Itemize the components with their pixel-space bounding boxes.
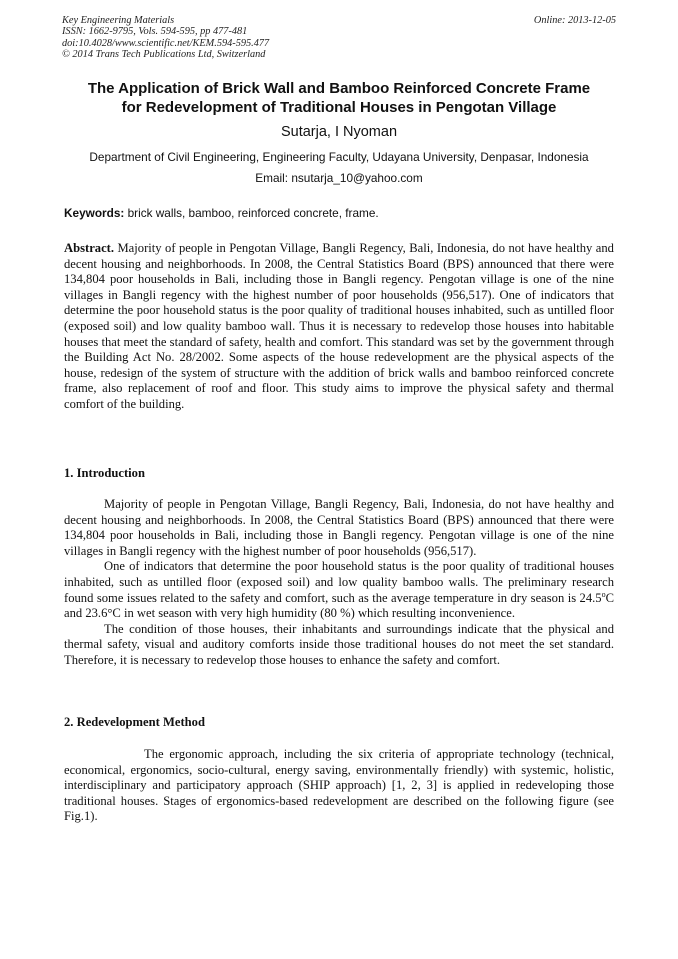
degree-superscript: o	[601, 589, 606, 599]
introduction-body	[64, 497, 614, 669]
keywords-label: Keywords:	[64, 206, 125, 220]
issn-line: ISSN: 1662-9795, Vols. 594-595, pp 477-481	[62, 26, 248, 38]
journal-header	[62, 15, 269, 61]
abstract	[64, 241, 614, 413]
paper-title	[40, 80, 638, 117]
intro-paragraph-2	[64, 559, 614, 621]
doi-line: doi:10.4028/www.scientific.net/KEM.594-595.477	[62, 37, 270, 49]
online-date: Online: 2013-12-05	[533, 15, 616, 26]
abstract-text: Majority of people in Pengotan Village, Bangli Regency, Bali, Indonesia, do not have healthy and decent housing and neighborhoods. In 2008, the Central Statistics Board (BPS) announced that there were 134,804 poor households in Bali, including those in Bangli regency. Pengotan village is one of the nine villages in Bangli regency with the highest number of poor households (956,517). One of indicators that determine the poor household status is the poor quality of traditional houses inhabited, such as untilled floor (exposed soil) and low quality bamboo wall. Thus it is necessary to redevelop those houses into habitable houses that meet the standard of safety, health and comfort. This standard was set by the government through the Building Act No. 28/2002. Some aspects of the house redevelopment are the physical aspects of the house, redesign of the system of structure with the addition of brick walls and bamboo reinforced concrete frame, also replacement of roof and floor. This study aims to improve the physical safety and thermal comfort of the building.	[64, 241, 614, 411]
copyright-line: © 2014 Trans Tech Publications Ltd, Switzerland	[62, 49, 266, 61]
intro-p2-text-b: C and 23.6°C in wet season with very high humidity (80 %) which resulting inconvenience.	[64, 590, 614, 621]
author: Sutarja, I Nyoman	[280, 124, 398, 140]
intro-paragraph-1: Majority of people in Pengotan Village, Bangli Regency, Bali, Indonesia, do not have healthy and decent housing and neighborhoods. In 2008, the Central Statistics Board (BPS) announced that there were 134,804 poor households in Bali, including those in Bangli regency. Pengotan village is one of the nine villages in Bangli regency with the highest number of poor households (956,517).	[64, 497, 614, 558]
title-line-2: for Redevelopment of Traditional Houses in Pengotan Village	[121, 98, 557, 116]
method-paragraph-1: The ergonomic approach, including the six criteria of appropriate technology (technical, economical, ergonomics, socio-cultural, energy saving, environmentally friendly) with systemic, holistic, interdisciplinary and participatory approach (SHIP approach) [1, 2, 3] is applied in redeveloping those traditional houses. Stages of ergonomics-based redevelopment are described on the following figure (see Fig.1).	[64, 747, 614, 824]
keywords	[64, 206, 379, 220]
intro-p2-text-a: One of indicators that determine the poor household status is the poor quality of traditional houses inhabited, such as untilled floor (exposed soil) and low quality bamboo walls. The preliminary research found some issues related to the safety and comfort, such as the average temperature in dry season is 24.5	[64, 559, 614, 605]
title-line-1: The Application of Brick Wall and Bamboo Reinforced Concrete Frame	[87, 80, 591, 97]
email: Email: nsutarja_10@yahoo.com	[255, 171, 423, 185]
abstract-label: Abstract.	[64, 241, 115, 255]
journal-name: Key Engineering Materials	[62, 15, 175, 26]
intro-paragraph-3: The condition of those houses, their inhabitants and surroundings indicate that the physical and thermal safety, visual and auditory comforts inside those traditional houses do not meet the set standard. Therefore, it is necessary to redevelop those houses to enhance the safety and comfort.	[64, 621, 614, 667]
affiliation: Department of Civil Engineering, Engineering Faculty, Udayana University, Denpasar, Indonesia	[89, 150, 589, 164]
section-heading-introduction: 1. Introduction	[64, 466, 145, 480]
section-heading-method: 2. Redevelopment Method	[64, 715, 205, 729]
keywords-text: brick walls, bamboo, reinforced concrete, frame.	[127, 206, 379, 220]
